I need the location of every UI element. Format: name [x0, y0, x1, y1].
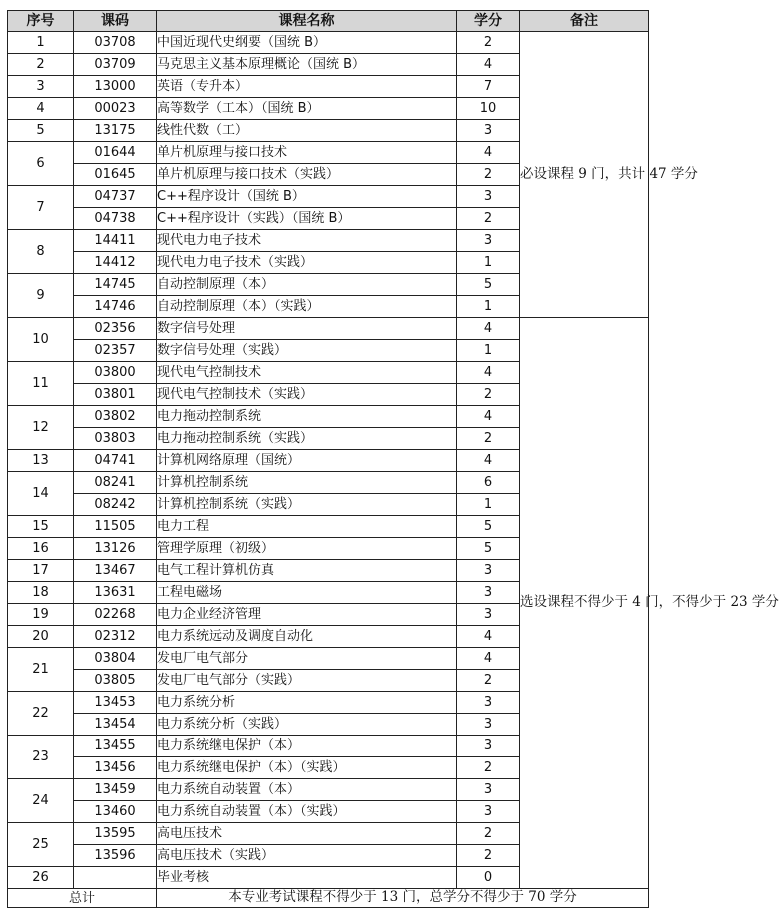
seq-cell: 21 — [8, 647, 74, 691]
seq-cell: 3 — [8, 75, 74, 97]
credit-cell: 10 — [457, 97, 520, 119]
credit-cell: 4 — [457, 625, 520, 647]
code-cell: 01644 — [74, 141, 157, 163]
header-credit: 学分 — [457, 11, 520, 32]
course-name-cell: 电力系统自动装置（本）（实践） — [157, 801, 457, 823]
code-cell: 03800 — [74, 361, 157, 383]
credit-cell: 2 — [457, 845, 520, 867]
credit-cell: 1 — [457, 251, 520, 273]
credit-cell: 3 — [457, 735, 520, 757]
code-cell: 13595 — [74, 823, 157, 845]
code-cell: 03709 — [74, 53, 157, 75]
credit-cell: 6 — [457, 471, 520, 493]
course-name-cell: 线性代数（工） — [157, 119, 457, 141]
seq-cell: 17 — [8, 559, 74, 581]
code-cell: 00023 — [74, 97, 157, 119]
course-name-cell: 自动控制原理（本） — [157, 273, 457, 295]
code-cell: 13175 — [74, 119, 157, 141]
course-name-cell: 英语（专升本） — [157, 75, 457, 97]
code-cell: 13126 — [74, 537, 157, 559]
credit-cell: 4 — [457, 361, 520, 383]
credit-cell: 2 — [457, 427, 520, 449]
seq-cell: 9 — [8, 273, 74, 317]
course-name-cell: 电力拖动控制系统（实践） — [157, 427, 457, 449]
course-name-cell: C++程序设计（国统 B） — [157, 185, 457, 207]
code-cell: 03805 — [74, 669, 157, 691]
code-cell: 08241 — [74, 471, 157, 493]
credit-cell: 2 — [457, 669, 520, 691]
seq-cell: 16 — [8, 537, 74, 559]
course-name-cell: 电力系统自动装置（本） — [157, 779, 457, 801]
credit-cell: 5 — [457, 537, 520, 559]
credit-cell: 3 — [457, 119, 520, 141]
seq-cell: 7 — [8, 185, 74, 229]
code-cell: 13596 — [74, 845, 157, 867]
credit-cell: 2 — [457, 207, 520, 229]
course-table — [7, 10, 779, 908]
credit-cell: 4 — [457, 141, 520, 163]
code-cell — [74, 867, 157, 889]
course-name-cell: C++程序设计（实践）（国统 B） — [157, 207, 457, 229]
course-name-cell: 发电厂电气部分 — [157, 647, 457, 669]
seq-cell: 8 — [8, 229, 74, 273]
credit-cell: 3 — [457, 691, 520, 713]
code-cell: 13456 — [74, 757, 157, 779]
seq-cell: 20 — [8, 625, 74, 647]
credit-cell: 7 — [457, 75, 520, 97]
code-cell: 04737 — [74, 185, 157, 207]
required-note: 必设课程 9 门，共计 47 学分 — [520, 32, 649, 318]
course-name-cell: 毕业考核 — [157, 867, 457, 889]
code-cell: 13467 — [74, 559, 157, 581]
code-cell: 13631 — [74, 581, 157, 603]
course-name-cell: 计算机网络原理（国统） — [157, 449, 457, 471]
seq-cell: 1 — [8, 32, 74, 54]
code-cell: 13453 — [74, 691, 157, 713]
course-name-cell: 高电压技术（实践） — [157, 845, 457, 867]
code-cell: 04741 — [74, 449, 157, 471]
code-cell: 02356 — [74, 317, 157, 339]
credit-cell: 3 — [457, 559, 520, 581]
credit-cell: 3 — [457, 603, 520, 625]
code-cell: 14411 — [74, 229, 157, 251]
seq-cell: 12 — [8, 405, 74, 449]
credit-cell: 3 — [457, 713, 520, 735]
course-name-cell: 单片机原理与接口技术（实践） — [157, 163, 457, 185]
course-name-cell: 单片机原理与接口技术 — [157, 141, 457, 163]
credit-cell: 3 — [457, 581, 520, 603]
course-name-cell: 中国近现代史纲要（国统 B） — [157, 32, 457, 54]
table-row — [8, 32, 649, 54]
seq-cell: 18 — [8, 581, 74, 603]
course-name-cell: 电力企业经济管理 — [157, 603, 457, 625]
credit-cell: 3 — [457, 801, 520, 823]
course-name-cell: 发电厂电气部分（实践） — [157, 669, 457, 691]
table-body — [8, 32, 779, 908]
header-note: 备注 — [520, 11, 649, 32]
code-cell: 01645 — [74, 163, 157, 185]
credit-cell: 4 — [457, 647, 520, 669]
course-name-cell: 计算机控制系统 — [157, 471, 457, 493]
course-name-cell: 数字信号处理 — [157, 317, 457, 339]
total-summary: 本专业考试课程不得少于 13 门，总学分不得少于 70 学分 — [157, 889, 649, 908]
credit-cell: 2 — [457, 383, 520, 405]
code-cell: 08242 — [74, 493, 157, 515]
code-cell: 03804 — [74, 647, 157, 669]
credit-cell: 4 — [457, 449, 520, 471]
seq-cell: 14 — [8, 471, 74, 515]
seq-cell: 2 — [8, 53, 74, 75]
credit-cell: 1 — [457, 493, 520, 515]
seq-cell: 6 — [8, 141, 74, 185]
total-row — [8, 889, 649, 908]
header-seq: 序号 — [8, 11, 74, 32]
code-cell: 03802 — [74, 405, 157, 427]
code-cell: 13454 — [74, 713, 157, 735]
code-cell: 14412 — [74, 251, 157, 273]
code-cell: 04738 — [74, 207, 157, 229]
total-label: 总计 — [8, 889, 157, 908]
course-name-cell: 数字信号处理（实践） — [157, 339, 457, 361]
code-cell: 14745 — [74, 273, 157, 295]
code-cell: 03801 — [74, 383, 157, 405]
course-name-cell: 电力系统分析（实践） — [157, 713, 457, 735]
seq-cell: 11 — [8, 361, 74, 405]
code-cell: 02268 — [74, 603, 157, 625]
credit-cell: 3 — [457, 229, 520, 251]
course-name-cell: 现代电气控制技术 — [157, 361, 457, 383]
course-name-cell: 电气工程计算机仿真 — [157, 559, 457, 581]
code-cell: 13459 — [74, 779, 157, 801]
code-cell: 14746 — [74, 295, 157, 317]
credit-cell: 2 — [457, 32, 520, 54]
credit-cell: 5 — [457, 273, 520, 295]
seq-cell: 13 — [8, 449, 74, 471]
course-name-cell: 电力系统继电保护（本）（实践） — [157, 757, 457, 779]
code-cell: 03708 — [74, 32, 157, 54]
course-name-cell: 管理学原理（初级） — [157, 537, 457, 559]
course-name-cell: 工程电磁场 — [157, 581, 457, 603]
seq-cell: 22 — [8, 691, 74, 735]
code-cell: 13000 — [74, 75, 157, 97]
course-name-cell: 现代电气控制技术（实践） — [157, 383, 457, 405]
credit-cell: 2 — [457, 163, 520, 185]
credit-cell: 3 — [457, 779, 520, 801]
course-name-cell: 电力系统远动及调度自动化 — [157, 625, 457, 647]
seq-cell: 15 — [8, 515, 74, 537]
header-code: 课码 — [74, 11, 157, 32]
course-name-cell: 计算机控制系统（实践） — [157, 493, 457, 515]
credit-cell: 0 — [457, 867, 520, 889]
credit-cell: 1 — [457, 295, 520, 317]
course-name-cell: 马克思主义基本原理概论（国统 B） — [157, 53, 457, 75]
code-cell: 03803 — [74, 427, 157, 449]
credit-cell: 2 — [457, 823, 520, 845]
credit-cell: 3 — [457, 185, 520, 207]
course-name-cell: 电力系统继电保护（本） — [157, 735, 457, 757]
course-name-cell: 电力工程 — [157, 515, 457, 537]
code-cell: 02312 — [74, 625, 157, 647]
seq-cell: 25 — [8, 823, 74, 867]
seq-cell: 10 — [8, 317, 74, 361]
table-row — [8, 317, 649, 339]
seq-cell: 19 — [8, 603, 74, 625]
seq-cell: 23 — [8, 735, 74, 779]
course-name-cell: 电力拖动控制系统 — [157, 405, 457, 427]
code-cell: 02357 — [74, 339, 157, 361]
credit-cell: 4 — [457, 53, 520, 75]
seq-cell: 24 — [8, 779, 74, 823]
code-cell: 13455 — [74, 735, 157, 757]
header-row — [8, 11, 649, 32]
course-name-cell: 高电压技术 — [157, 823, 457, 845]
credit-cell: 4 — [457, 405, 520, 427]
code-cell: 13460 — [74, 801, 157, 823]
elective-note: 选设课程不得少于 4 门，不得少于 23 学分 — [520, 317, 649, 889]
course-name-cell: 高等数学（工本）（国统 B） — [157, 97, 457, 119]
credit-cell: 5 — [457, 515, 520, 537]
credit-cell: 2 — [457, 757, 520, 779]
credit-cell: 4 — [457, 317, 520, 339]
header-name: 课程名称 — [157, 11, 457, 32]
seq-cell: 5 — [8, 119, 74, 141]
code-cell: 11505 — [74, 515, 157, 537]
seq-cell: 4 — [8, 97, 74, 119]
course-name-cell: 现代电力电子技术（实践） — [157, 251, 457, 273]
seq-cell: 26 — [8, 867, 74, 889]
course-name-cell: 自动控制原理（本）（实践） — [157, 295, 457, 317]
credit-cell: 1 — [457, 339, 520, 361]
course-name-cell: 电力系统分析 — [157, 691, 457, 713]
course-name-cell: 现代电力电子技术 — [157, 229, 457, 251]
